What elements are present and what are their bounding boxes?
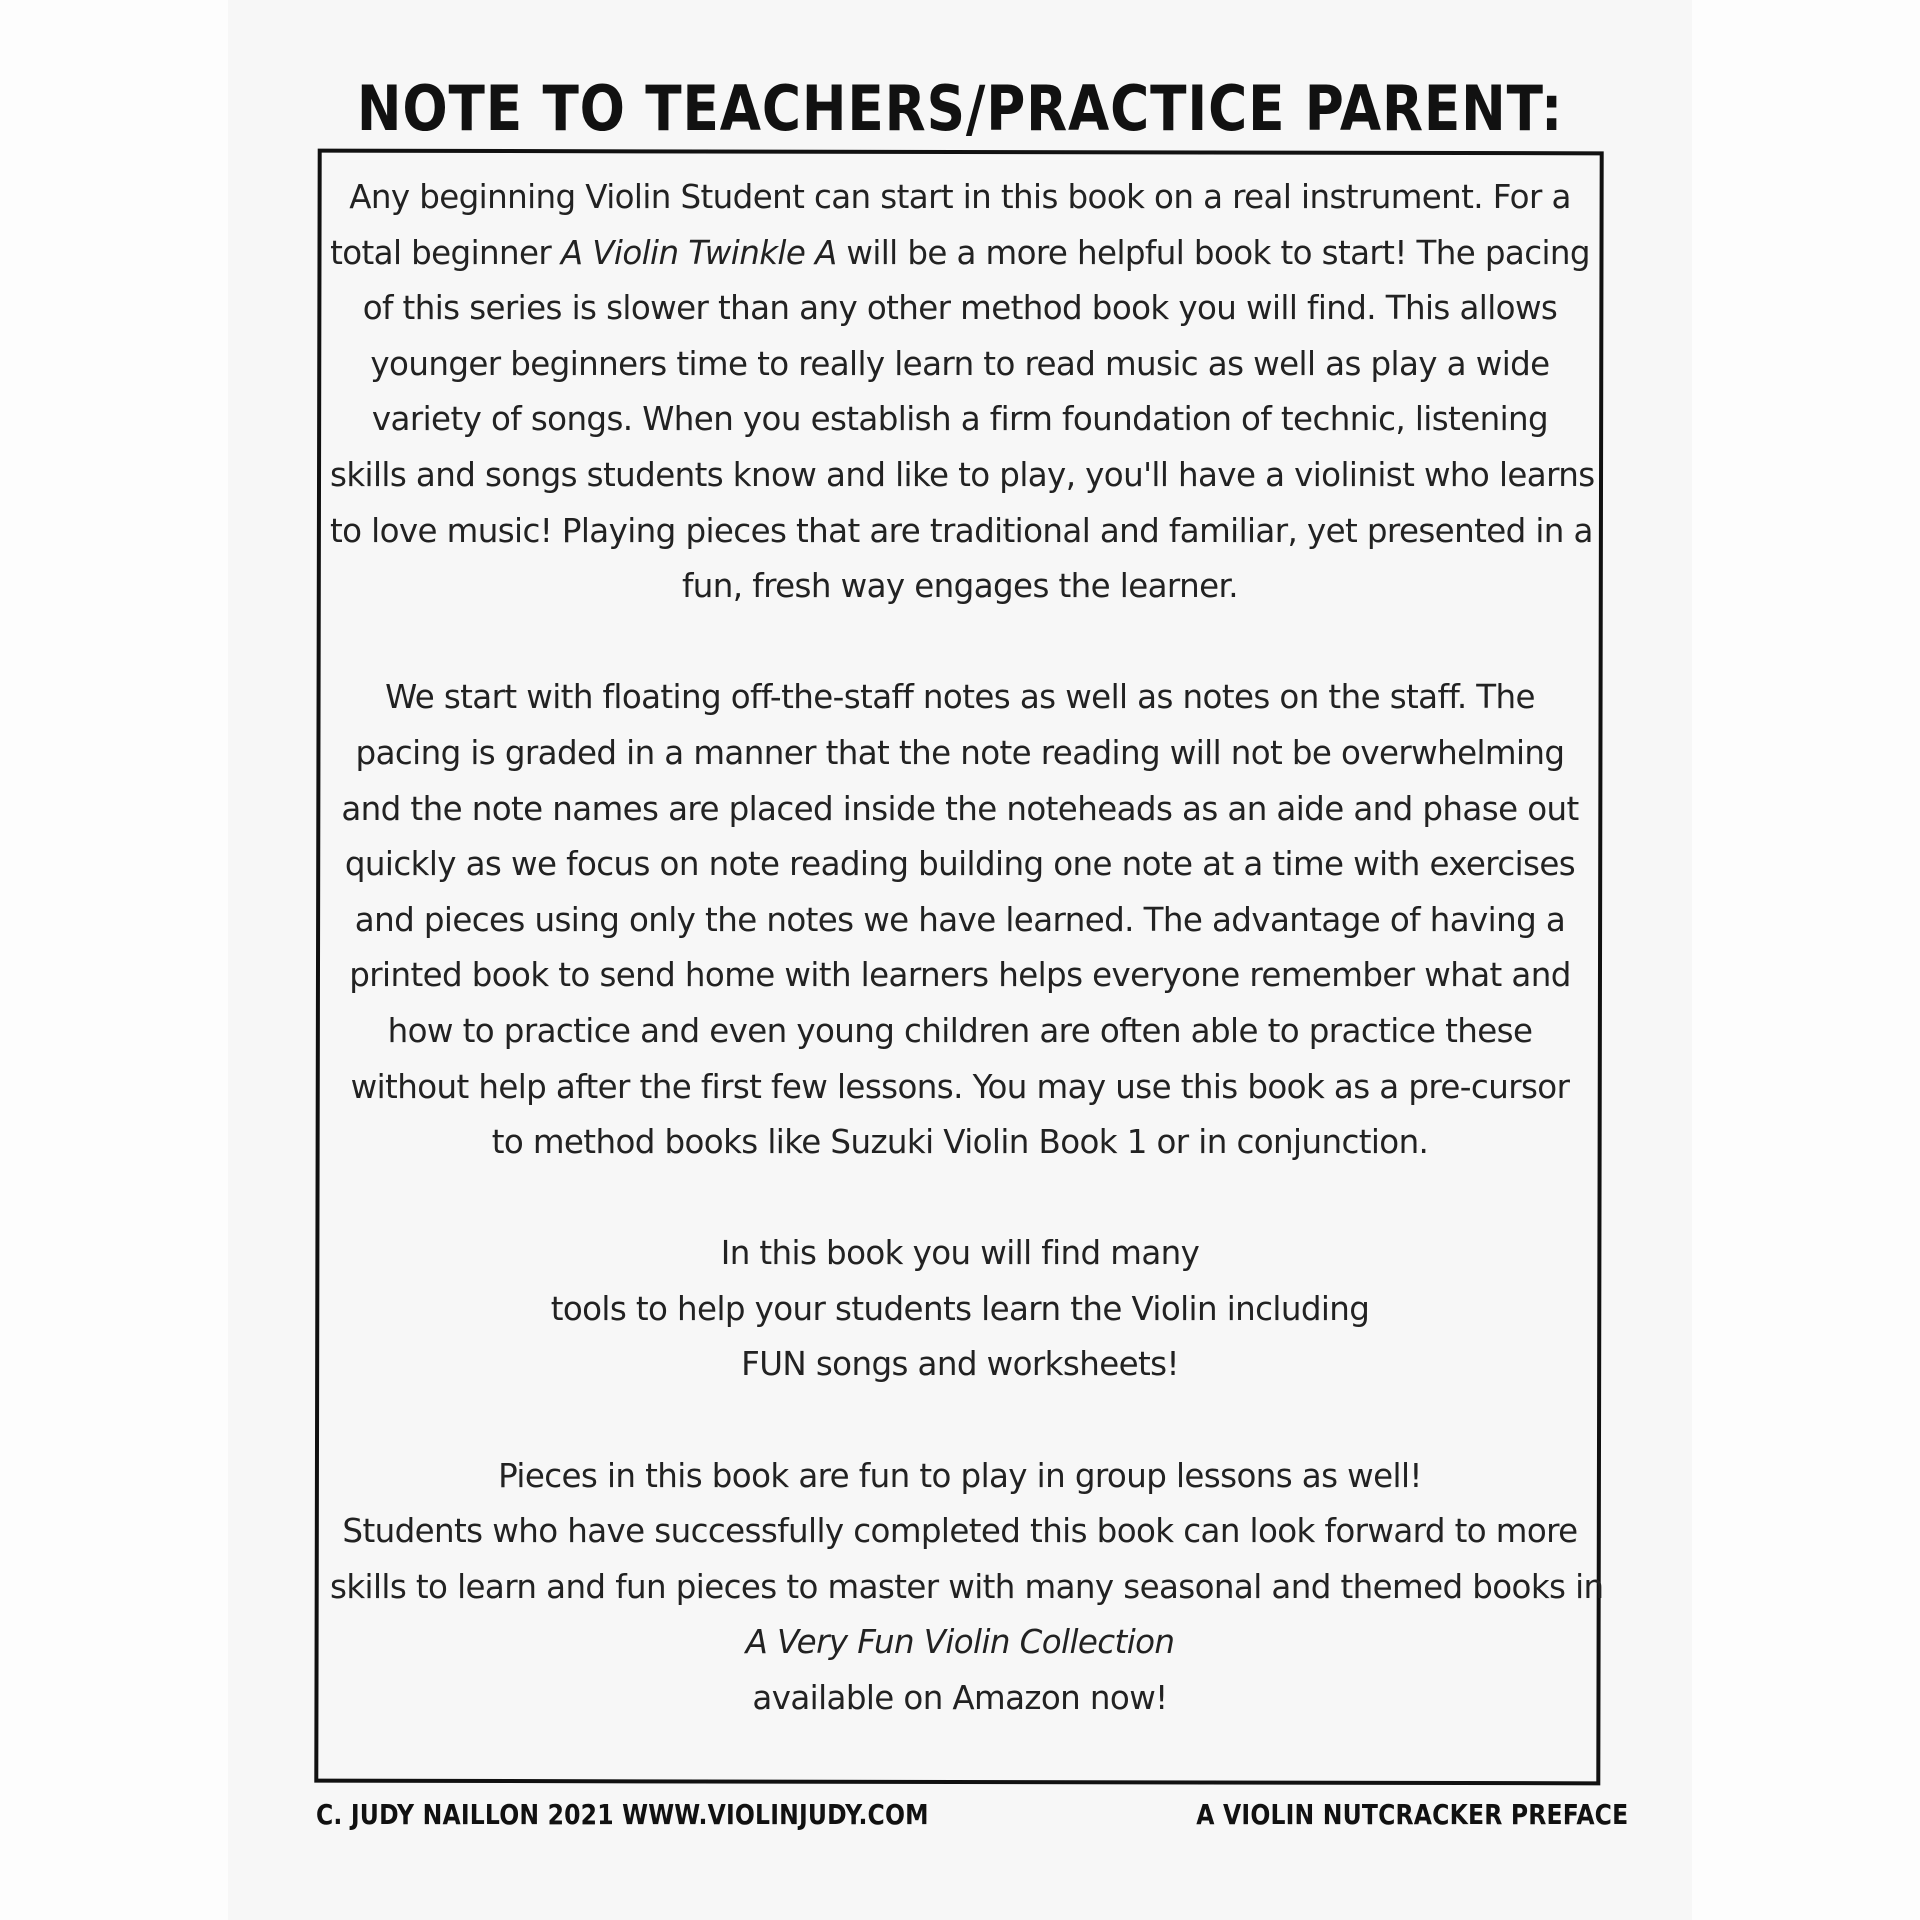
text-run: total beginner [330,233,561,272]
text-run: will be a more helpful book to start! The pacing [836,233,1590,272]
paragraph-2-line: quickly as we focus on note reading building one note at a time with exercises [344,845,1576,884]
paragraph-3-line: FUN songs and worksheets! [741,1345,1179,1384]
paragraph-4-line: skills to learn and fun pieces to master with many seasonal and themed books in [330,1567,1604,1606]
paragraph-1-line: skills and songs students know and like to play, you'll have a violinist who learns [330,455,1595,494]
paragraph-2-line: to method books like Suzuki Violin Book 1 or in conjunction. [491,1123,1429,1162]
paragraph-gap [330,1171,1590,1227]
paragraph-1-line: variety of songs. When you establish a firm foundation of technic, listening [371,400,1549,439]
paragraph-1-line [330,226,1590,282]
book-title-collection: A Very Fun Violin Collection [745,1623,1175,1662]
paragraph-gap [330,615,1590,671]
paragraph-1-line: of this series is slower than any other method book you will find. This allows [362,289,1558,328]
paragraph-2-line: and pieces using only the notes we have learned. The advantage of having a [354,900,1566,939]
page-title: NOTE TO TEACHERS/PRACTICE PARENT: [356,72,1564,145]
paragraph-2-line: We start with floating off-the-staff notes as well as notes on the staff. The [385,678,1535,717]
paragraph-2-line: and the note names are placed inside the noteheads as an aide and phase out [341,789,1579,828]
paragraph-1-line: to love music! Playing pieces that are traditional and familiar, yet presented in a [330,511,1593,550]
paragraph-2-line: pacing is graded in a manner that the note reading will not be overwhelming [355,733,1565,772]
paragraph-1-line: Any beginning Violin Student can start in this book on a real instrument. For a [349,178,1571,216]
paragraph-2-line: printed book to send home with learners helps everyone remember what and [349,956,1571,995]
paragraph-2-line: without help after the first few lessons. You may use this book as a pre-cursor [350,1067,1570,1106]
paragraph-4-line: Pieces in this book are fun to play in group lessons as well! [498,1456,1422,1495]
paragraph-gap [330,1393,1590,1449]
body-text [330,170,1604,1727]
footer-book-section: A VIOLIN NUTCRACKER PREFACE [1195,1798,1628,1831]
paragraph-3-line: In this book you will find many [720,1234,1200,1273]
paragraph-2-line: how to practice and even young children are often able to practice these [387,1011,1533,1050]
paragraph-1-line: fun, fresh way engages the learner. [681,567,1239,606]
footer-copyright: C. JUDY NAILLON 2021 WWW.VIOLINJUDY.COM [316,1798,929,1831]
paragraph-4-line: available on Amazon now! [752,1679,1168,1718]
paragraph-1-line: younger beginners time to really learn to read music as well as play a wide [370,344,1550,383]
book-title-twinkle: A Violin Twinkle A [560,233,837,272]
paragraph-3-line: tools to help your students learn the Violin including [550,1289,1370,1328]
paragraph-4-line: Students who have successfully completed this book can look forward to more [342,1512,1578,1551]
